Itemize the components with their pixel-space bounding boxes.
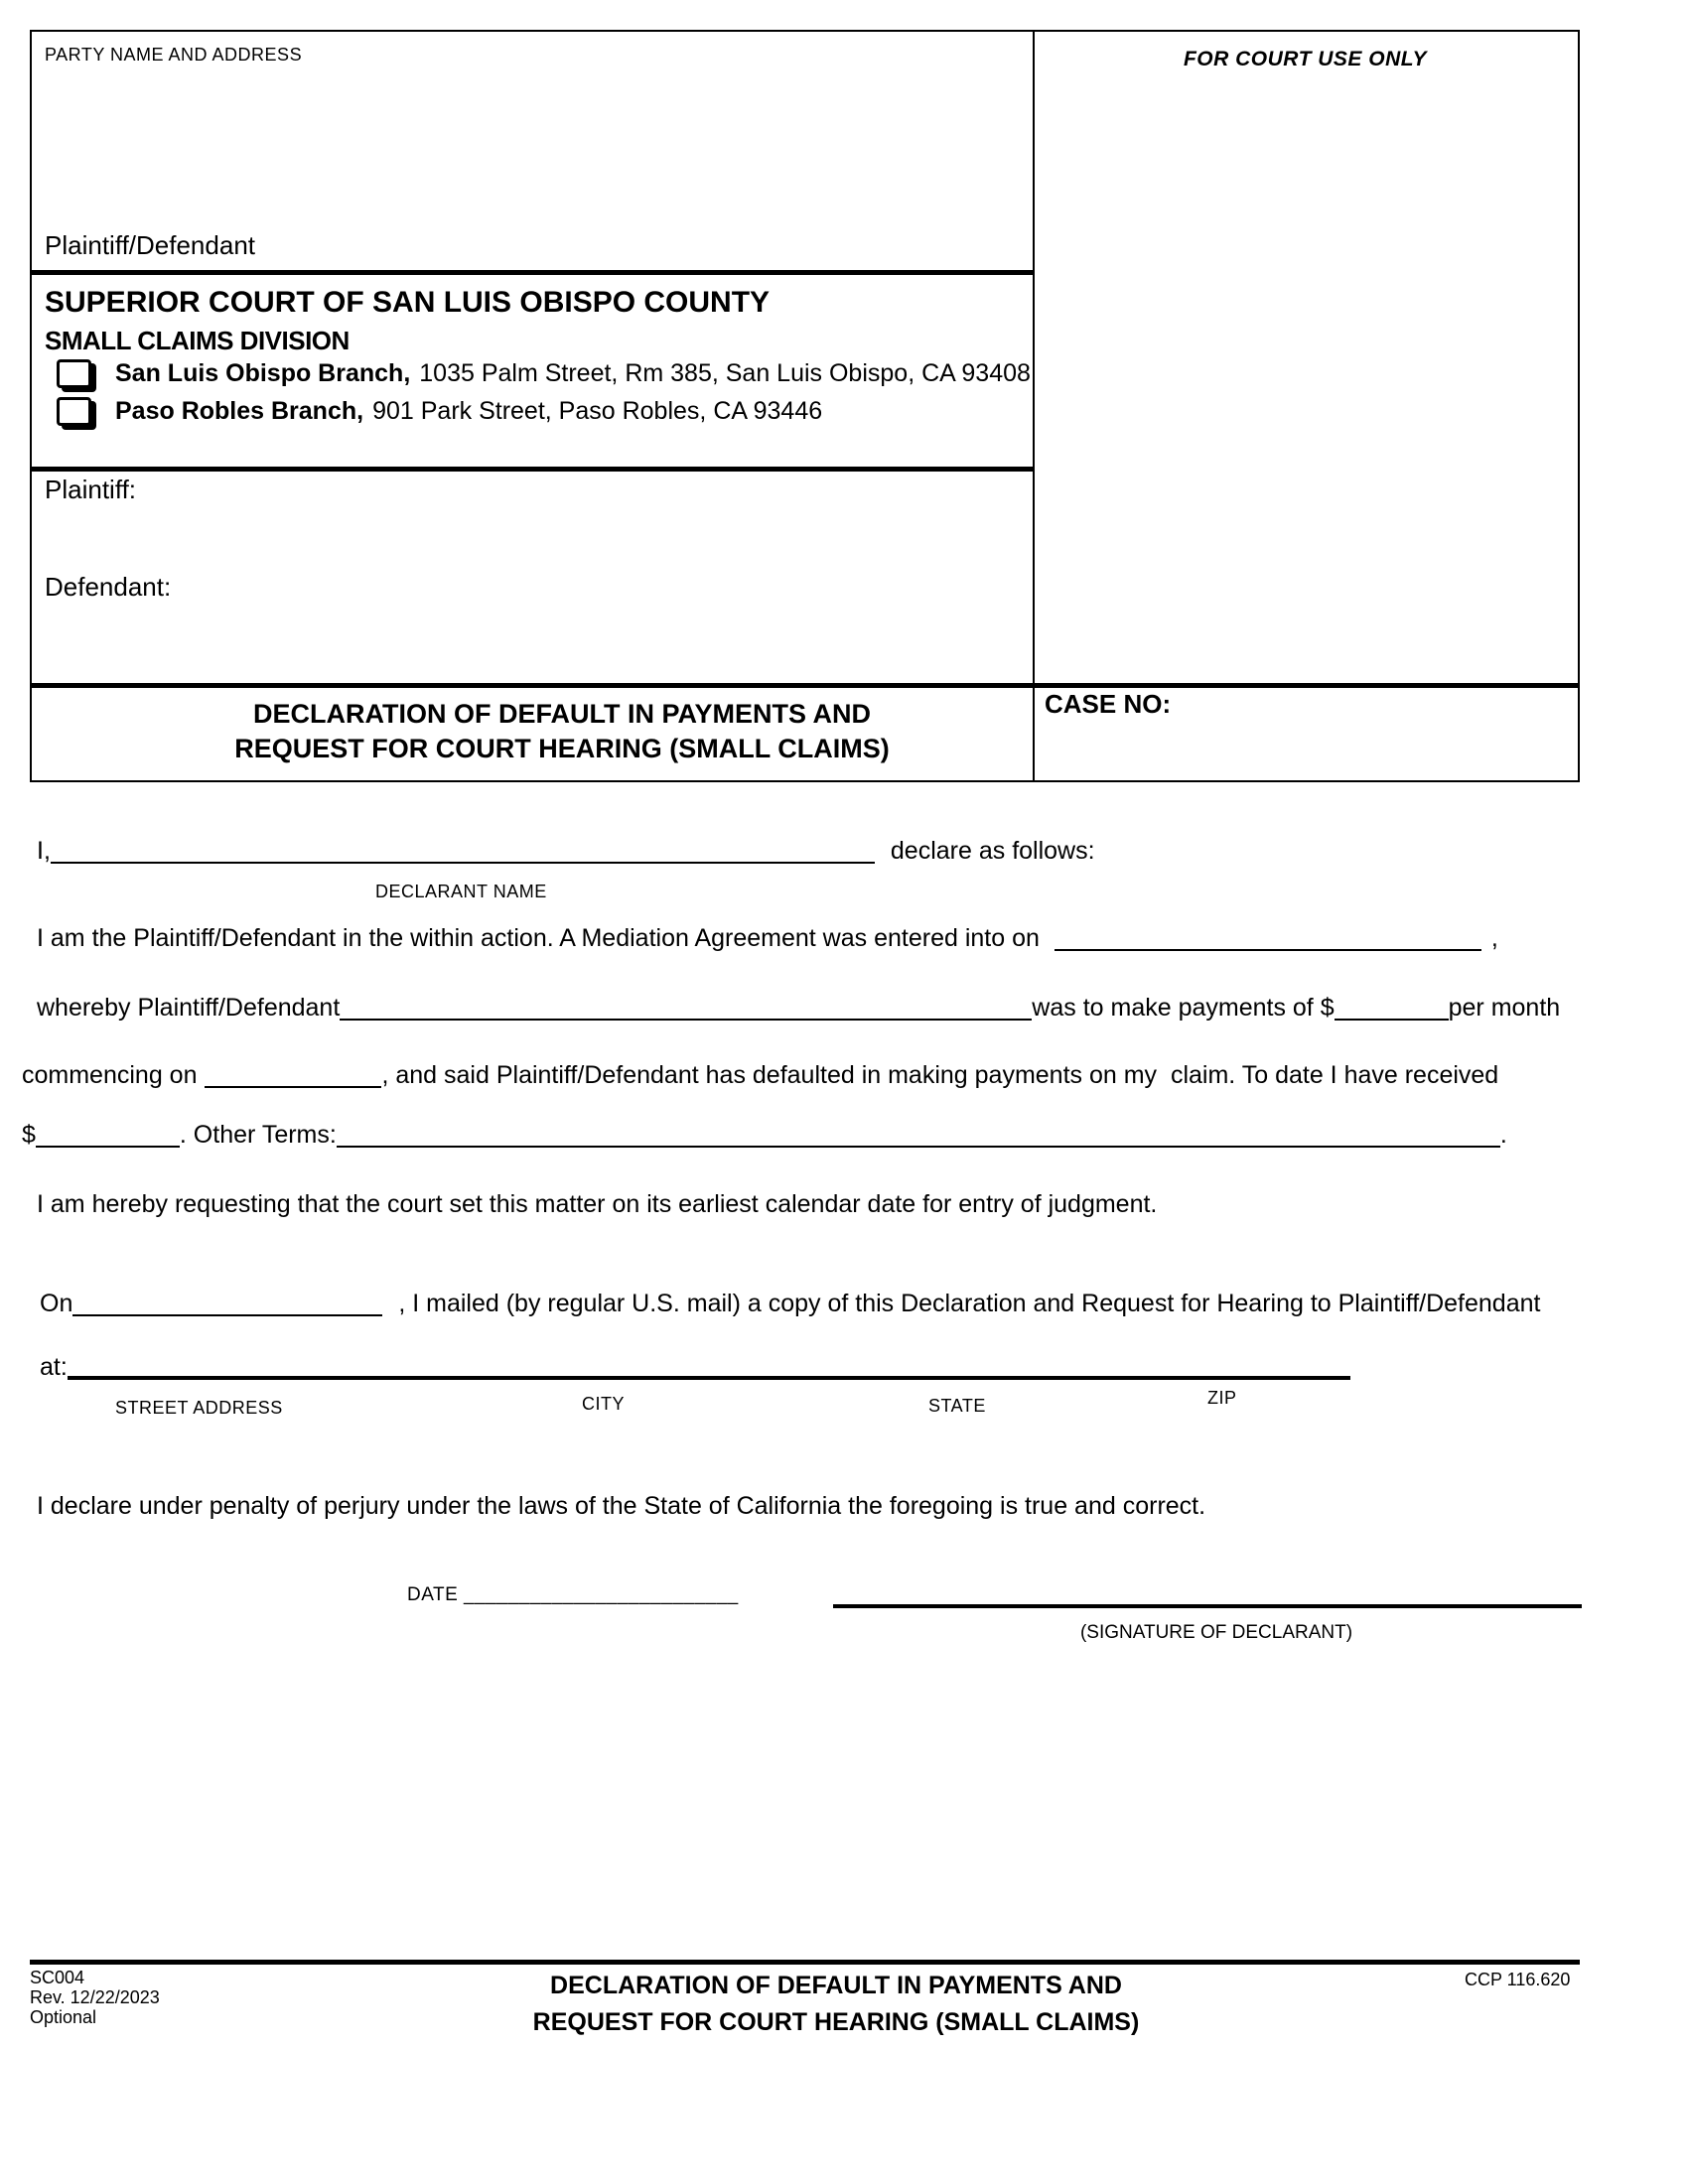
branch-address: 901 Park Street, Paso Robles, CA 93446 xyxy=(372,397,823,425)
branch-address: 1035 Palm Street, Rm 385, San Luis Obispo, CA 93408 xyxy=(419,359,1031,387)
defendant-label: Defendant: xyxy=(45,572,172,602)
paying-party-field[interactable] xyxy=(340,993,1032,1021)
san-luis-obispo-branch-checkbox[interactable] xyxy=(57,359,91,388)
signature-field[interactable] xyxy=(833,1604,1582,1608)
case-no-field[interactable] xyxy=(1184,687,1571,776)
court-use-area xyxy=(1035,81,1576,677)
date-row xyxy=(407,1584,739,1606)
hearing-request-line xyxy=(37,1187,1157,1221)
zip-caption: ZIP xyxy=(1207,1388,1237,1408)
other-terms-field[interactable] xyxy=(337,1120,1500,1148)
form-title xyxy=(62,697,1062,766)
form-title-line2: REQUEST FOR COURT HEARING (SMALL CLAIMS) xyxy=(234,734,890,763)
commencement-date-field[interactable] xyxy=(205,1060,381,1088)
case-caption-box xyxy=(30,30,1580,782)
branch-label xyxy=(115,397,822,426)
branch-name: San Luis Obispo Branch, xyxy=(115,359,411,387)
party-box-divider xyxy=(32,270,1033,275)
mail-prefix: On xyxy=(40,1290,73,1317)
mailing-address-line xyxy=(40,1350,1350,1384)
branch-row-san-luis-obispo xyxy=(57,359,1031,388)
for-court-use-only-label: FOR COURT USE ONLY xyxy=(1183,48,1428,70)
optional-label: Optional xyxy=(30,2007,97,2027)
street-address-caption: STREET ADDRESS xyxy=(115,1398,283,1418)
form-number: SC004 xyxy=(30,1968,85,1987)
declarant-line xyxy=(37,834,1095,868)
paso-robles-branch-checkbox[interactable] xyxy=(57,397,91,426)
party-role-label: Plaintiff/Defendant xyxy=(45,230,255,260)
para4-prefix: $ xyxy=(22,1121,36,1149)
signature-caption: (SIGNATURE OF DECLARANT) xyxy=(1079,1622,1353,1643)
date-label: DATE xyxy=(407,1584,459,1605)
mailing-line xyxy=(40,1287,1540,1320)
branch-label xyxy=(115,359,1031,388)
revision-date: Rev. 12/22/2023 xyxy=(30,1987,160,2007)
mediation-agreement-line xyxy=(37,921,1498,955)
received-amount-line xyxy=(22,1118,1507,1152)
para3-suffix: , and said Plaintiff/Defendant has defaulted in making payments on my claim. To date I have received xyxy=(381,1061,1499,1089)
footer-form-info xyxy=(30,1968,160,2027)
case-no-label: CASE NO: xyxy=(1045,689,1172,719)
declarant-suffix: declare as follows: xyxy=(890,837,1095,865)
plaintiff-label: Plaintiff: xyxy=(45,475,137,504)
received-amount-field[interactable] xyxy=(36,1120,180,1148)
perjury-text: I declare under penalty of perjury under the laws of the State of California the foregoing is true and correct. xyxy=(37,1492,1206,1520)
mail-suffix: , I mailed (by regular U.S. mail) a copy of this Declaration and Request for Hearing to Plaintiff/Defendant xyxy=(398,1290,1541,1317)
para2-suffix: per month xyxy=(1448,994,1561,1022)
plaintiff-name-field[interactable] xyxy=(161,471,1025,560)
para2-prefix: whereby Plaintiff/Defendant xyxy=(37,994,341,1022)
para1-comma: , xyxy=(1490,924,1498,952)
declarant-prefix: I, xyxy=(37,837,51,865)
payments-line xyxy=(37,991,1560,1024)
date-field[interactable]: _________________________ xyxy=(464,1584,739,1605)
para2-mid: was to make payments of $ xyxy=(1032,994,1335,1022)
agreement-date-field[interactable] xyxy=(1055,923,1481,951)
footer-title-line1: DECLARATION OF DEFAULT IN PAYMENTS AND xyxy=(550,1972,1122,1999)
branch-name: Paso Robles Branch, xyxy=(115,397,364,425)
declarant-name-field[interactable] xyxy=(51,836,875,864)
declarant-name-caption: DECLARANT NAME xyxy=(375,882,547,901)
para4-suffix: . xyxy=(1499,1121,1507,1149)
city-caption: CITY xyxy=(582,1394,626,1414)
statute-reference: CCP 116.620 xyxy=(1465,1970,1571,1989)
perjury-line xyxy=(37,1489,1205,1523)
para4-mid: . Other Terms: xyxy=(179,1121,337,1149)
court-name: SUPERIOR COURT OF SAN LUIS OBISPO COUNTY xyxy=(45,286,771,319)
footer-title-line2: REQUEST FOR COURT HEARING (SMALL CLAIMS) xyxy=(532,2008,1140,2036)
division-name: SMALL CLAIMS DIVISION xyxy=(45,326,350,355)
state-caption: STATE xyxy=(928,1396,986,1416)
footer-title xyxy=(191,1968,1481,2041)
mailing-date-field[interactable] xyxy=(72,1289,382,1316)
at-label: at: xyxy=(40,1353,68,1381)
para3-prefix: commencing on xyxy=(22,1061,198,1089)
branch-row-paso-robles xyxy=(57,397,822,426)
party-name-address-label: PARTY NAME AND ADDRESS xyxy=(45,45,303,65)
form-title-line1: DECLARATION OF DEFAULT IN PAYMENTS AND xyxy=(252,699,871,729)
commencing-line xyxy=(22,1058,1498,1092)
monthly-amount-field[interactable] xyxy=(1335,993,1449,1021)
mailing-address-field[interactable] xyxy=(68,1350,1350,1380)
footer-rule xyxy=(30,1960,1580,1965)
defendant-name-field[interactable] xyxy=(191,568,1025,657)
party-name-address-field[interactable] xyxy=(34,71,1031,225)
request-text: I am hereby requesting that the court set this matter on its earliest calendar date for entry of judgment. xyxy=(37,1190,1158,1218)
para1-text: I am the Plaintiff/Defendant in the within action. A Mediation Agreement was entered into on xyxy=(37,924,1040,952)
